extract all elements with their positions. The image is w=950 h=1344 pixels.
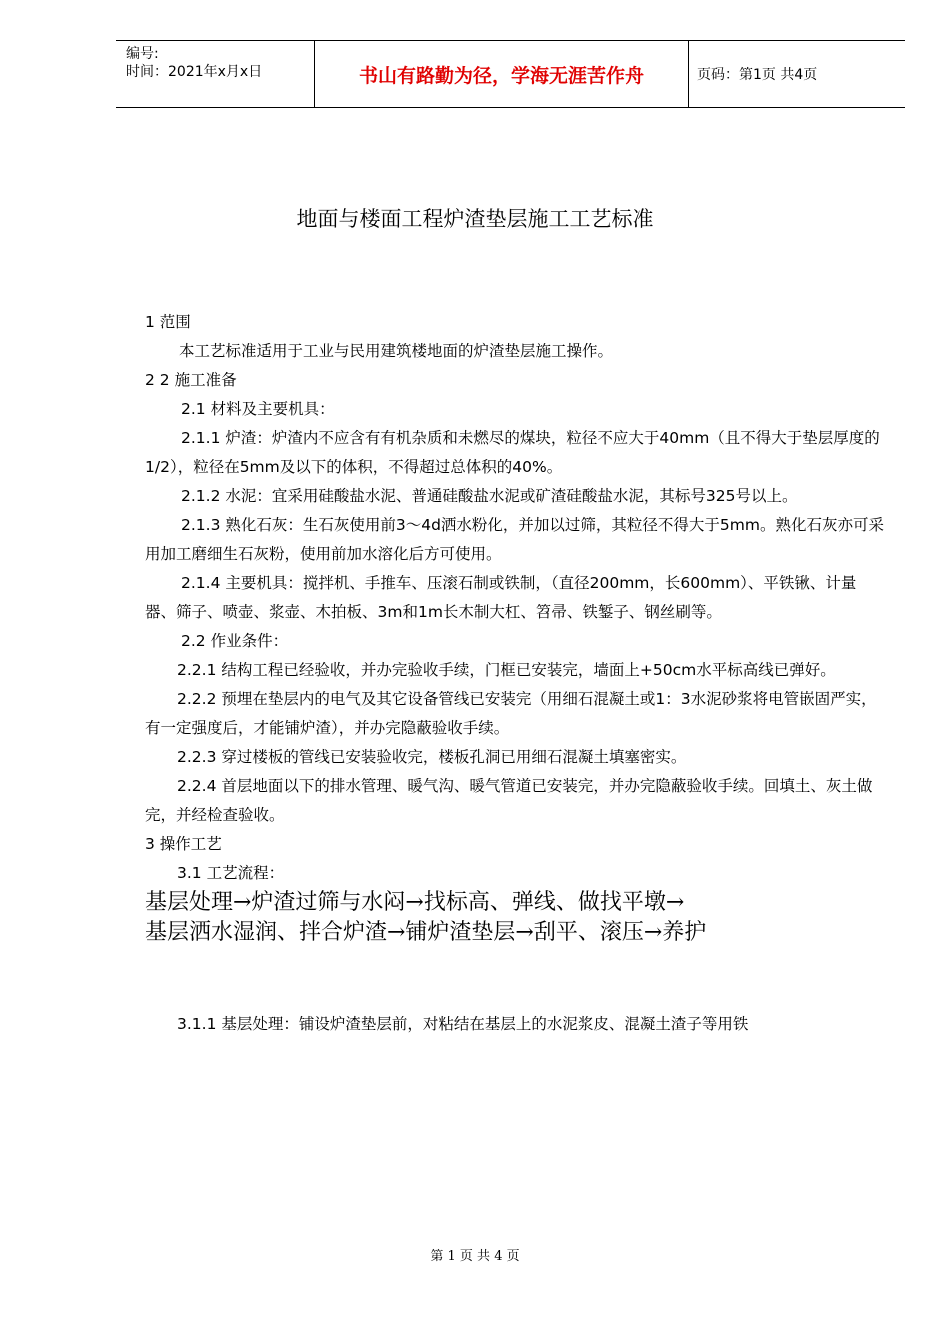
- paragraph: 2.1.4 主要机具：搅拌机、手推车、压滚石制或铁制，（直径200mm，长600mm）、平铁锹、计量器、筛子、喷壶、浆壶、木拍板、3m和1m长木制大杠、笤帚、铁錾子、钢丝刷等。: [145, 574, 857, 621]
- subsection-heading: 2.1 材料及主要机具：: [181, 400, 335, 418]
- document-title: 地面与楼面工程炉渣垫层施工工艺标准: [296, 207, 654, 231]
- paragraph: 2.2.3 穿过楼板的管线已安装验收完，楼板孔洞已用细石混凝土填塞密实。: [177, 748, 687, 766]
- process-flow-line-2: 基层洒水湿润、拌合炉渣→铺炉渣垫层→刮平、滚压→养护: [145, 920, 707, 945]
- paragraph: 2.1.2 水泥：宜采用硅酸盐水泥、普通硅酸盐水泥或矿渣硅酸盐水泥，其标号325号以上。: [181, 487, 798, 505]
- paragraph: 本工艺标准适用于工业与民用建筑楼地面的炉渣垫层施工操作。: [179, 342, 614, 360]
- time-label: 时间：2021年x月x日: [126, 64, 263, 80]
- paragraph: 2.2.4 首层地面以下的排水管理、暖气沟、暖气管道已安装完，并办完隐蔽验收手续。回填土、灰土做完，并经检查验收。: [145, 777, 873, 824]
- paragraph: 2.1.1 炉渣：炉渣内不应含有有机杂质和未燃尽的煤块，粒径不应大于40mm（且不得大于垫层厚度的1/2），粒径在5mm及以下的体积，不得超过总体积的40%。: [145, 429, 880, 476]
- paragraph: 2.2.1 结构工程已经验收，并办完验收手续，门框已安装完，墙面上+50cm水平标高线已弹好。: [177, 661, 836, 679]
- page-footer: 第 1 页 共 4 页: [430, 1249, 520, 1264]
- subsection-heading: 2.2 作业条件：: [181, 632, 289, 650]
- subsection-heading: 3.1 工艺流程：: [177, 864, 285, 882]
- process-flow-line-1: 基层处理→炉渣过筛与水闷→找标高、弹线、做找平墩→: [145, 890, 685, 915]
- paragraph: 3.1.1 基层处理：铺设炉渣垫层前，对粘结在基层上的水泥浆皮、混凝土渣子等用铁: [177, 1015, 749, 1033]
- header-page-label: 页码：第1页 共4页: [697, 67, 818, 83]
- header-meta: [116, 41, 315, 107]
- page-header: [116, 40, 905, 108]
- paragraph: 2.2.2 预埋在垫层内的电气及其它设备管线已安装完（用细石混凝土或1：3水泥砂浆将电管嵌固严实，有一定强度后，才能铺炉渣），并办完隐蔽验收手续。: [145, 690, 877, 737]
- paragraph: 2.1.3 熟化石灰：生石灰使用前3～4d洒水粉化，并加以过筛，其粒径不得大于5mm。熟化石灰亦可采用加工磨细生石灰粉，使用前加水溶化后方可使用。: [145, 516, 884, 563]
- section-heading: 2 2 施工准备: [145, 371, 237, 389]
- header-motto: 书山有路勤为径，学海无涯苦作舟: [315, 41, 689, 107]
- section-heading: 3 操作工艺: [145, 835, 222, 853]
- number-label: 编号:: [126, 46, 159, 62]
- section-heading: 1 范围: [145, 313, 191, 331]
- document-body: [145, 308, 885, 1039]
